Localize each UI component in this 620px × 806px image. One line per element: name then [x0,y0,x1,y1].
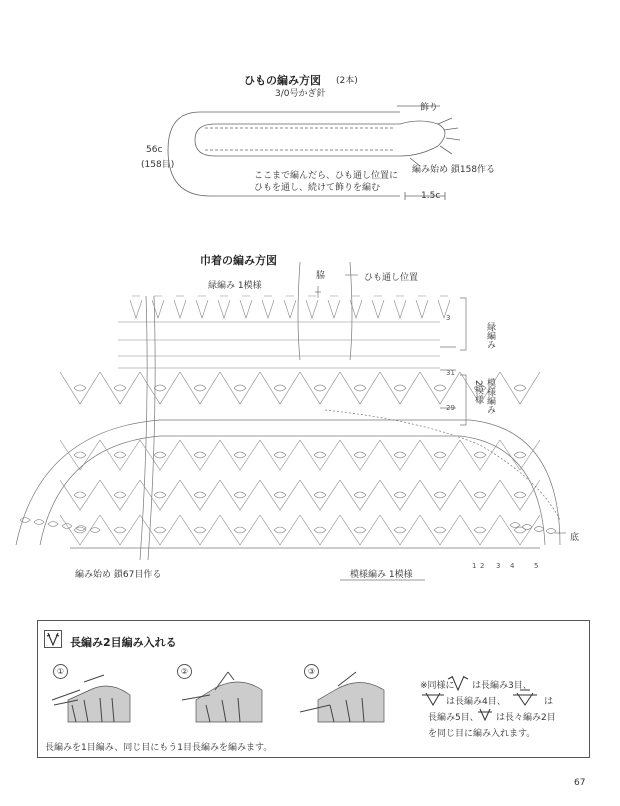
bottom-label: 底 [570,533,580,543]
note-line3a: 長編み5目、 [428,713,479,723]
side-edge-label: 緑編み [485,322,495,349]
note-line4: を同じ目に編み入れます。 [428,729,536,739]
string-chart-hook: 3/0号かぎ針 [275,89,326,99]
note-line2b: は [544,697,554,707]
string-length-cm: 56c [146,145,163,155]
note-line3b: は長々編み2目 [496,713,556,723]
bag-start-label: 編み始め 鎖67目作る [75,570,162,580]
center-label: 脇 [316,271,326,281]
note-line1: ※同様に [420,681,455,691]
string-chart-count: (2本) [336,76,358,86]
string-note-line1: ここまで編んだら、ひも通し位置に [254,171,399,181]
row-3-label: 3 [446,314,451,322]
edge-pattern-label: 緑編み 1模様 [208,281,262,291]
pattern-repeat-label: 模様編み 1模様 [350,570,413,580]
string-length-st: (158目) [141,160,175,170]
main-chart-title: 巾着の編み方図 [200,254,277,267]
legend-caption: 長編みを1目編み、同じ目にもう1目長編みを編みます。 [45,743,273,753]
bottom-row-2: 2 [480,562,485,570]
row-31-label: 31 [446,369,455,377]
string-position-label: ひも通し位置 [364,273,419,283]
step-2-number: ② [177,664,192,679]
step-1-number: ① [53,664,68,679]
side-pattern-label: 模様編み [485,378,495,414]
step-3-number: ③ [304,664,319,679]
bottom-row-5: 5 [534,562,539,570]
bottom-row-4: 4 [510,562,515,570]
note-part1: は長編み3目、 [472,681,532,691]
note-line2a: は長編み4目、 [446,697,506,707]
string-start-label: 編み始め 鎖158作る [412,165,496,175]
row-29-label: 29 [446,404,455,412]
bottom-row-1: 1 [472,562,477,570]
string-note-line2: ひもを通し、続けて飾りを編む [254,183,381,193]
bottom-row-3: 3 [496,562,501,570]
side-pattern2-label: 2模様 [473,380,483,404]
legend-title: 長編み2目編み入れる [70,636,177,649]
string-decoration-label: 飾り [420,103,439,113]
string-width-label: 1.5c [421,191,441,201]
string-chart-title: ひもの編み方図 [244,74,321,87]
page-number: 67 [574,778,586,788]
